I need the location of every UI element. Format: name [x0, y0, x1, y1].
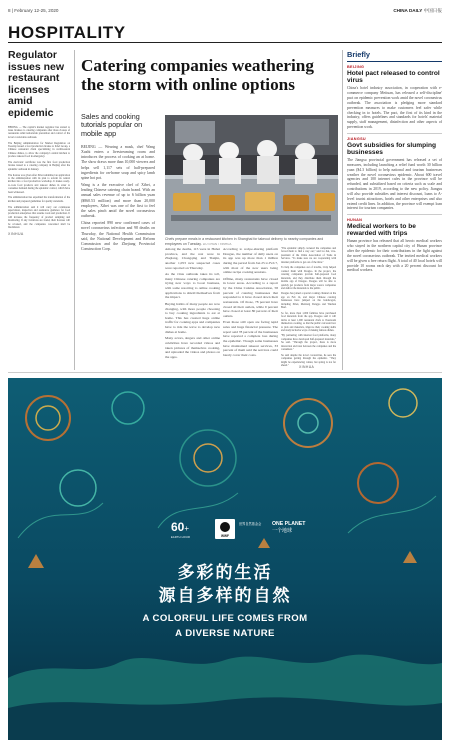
brief-text: The Jiangsu provincial government has released a set of measures, including launching a relief fund worth 30 billion yuan ($4.3 billion) to help national and tourism businesses weather the novel coronavirus epidemic. About 600 travel agencies and 100 internet cafes in the province will be refunded, and subsidized based on criteria such as scale and contributions in 2019, according to the new policy. Jiangsu will also provide subsidies and interest discount, loans to A-level tourist attractions, hotels and other enterprises and also extend credit lines. In addition, the province will exempt loan interest for tourism companies.	[347, 158, 442, 211]
main-story-paragraph: As the virus outbreak takes its toll, many Chinese catering companies are trying new ways to boost business, with some resorting to online cooking applications to shield themselves from the impact.	[165, 272, 220, 300]
section-rule	[8, 42, 442, 43]
briefly-title: Briefly	[347, 50, 442, 62]
main-story-paragraph: Buying habits of many people are now changing, with more people choosing to buy cooking ingredients to eat at home. This has created huge online traffic for cooking apps and companies have to ride the wave to develop new dishes at home.	[165, 301, 220, 334]
wwf-logo	[215, 519, 235, 539]
main-story-intro	[81, 145, 155, 254]
main-story-paragraph: Douguo has joined a special cooking channel on the app on Feb 14, and major Chinese catering businesses have jumped on the bandwagon, including Xibei, Meidong Dongpo and Wushan Beef.	[281, 292, 336, 310]
brief-item	[347, 218, 442, 273]
main-story-paragraph: China reported 890 new confirmed cases of novel coronavirus infection and 98 deaths on Thursday, the National Health Commission said, the National Development and Reform Commission and the Zhejiang Provincial Construction Corp.	[81, 221, 155, 251]
main-story-subhead: Sales and cooking tutorials popular on mobile app	[81, 112, 143, 138]
one-planet-text: ONE PLANET	[272, 521, 306, 527]
brief-separator	[347, 133, 442, 134]
left-story-paragraph: The Beijing Administration for Market Regulation on Tuesday issued a food production license to Kiwi Group, a Chinese restaurant chain specializing in northwestern Chinese dishes, to allow the company's central kitchen to produce takeout food in emergency.	[8, 141, 70, 159]
wwf-label: WWF	[221, 534, 229, 538]
kitchen-photo[interactable]	[165, 115, 338, 235]
main-story-paragraph: BEIJING — Wearing a mask, chef Wang Xuzhi enters a livestreaming room and introduces the process of cooking an at home. The show draws more than 10,000 viewers and helps sell 1,117 sets of half-prepared ingredients for on-home soup and spicy lamb spine hot pot.	[81, 145, 155, 180]
section-title: HOSPITALITY	[8, 23, 126, 42]
brief-separator	[347, 214, 442, 215]
left-story-paragraph: The electronic certificate was the first food production license issued to a catering company in Beijing after the epidemic outbreak in January.	[8, 161, 70, 171]
left-story	[8, 50, 70, 370]
left-story-headline[interactable]: Regulator issues new restaurant licenses amid epidemic	[8, 49, 65, 119]
brief-place: BEIJING	[347, 65, 365, 69]
one-planet-text-cn: 一个地球	[272, 528, 293, 534]
one-planet-logo	[272, 521, 305, 534]
main-story-paragraph: Even those still open are facing tepid sales and huge financial pressure. The report said 78 percent of the businesses have reported a complete loss during the epidemic. Though some businesses have maintained takeout services, 33 percent of them said the services could barely cover their costs.	[223, 320, 279, 357]
publication-title-cn: 中国日报	[423, 8, 442, 13]
ad-slogan-en-line1: A COLORFUL LIFE COMES FROM	[142, 613, 308, 624]
earth-hour-number: 60	[171, 520, 185, 534]
page-header	[8, 6, 442, 16]
wwf-text: 世界自然基金会	[239, 522, 262, 526]
brief-text: China's hotel industry association, in cooperation with e-commerce company Meituan, has released a self-discipline' pact on epidemic prevention work amid the novel coronavirus outbreak. The association is pledging more standard prevention measures to make customers feel safer while checking in to hotels. The pact, the first of its kind in the industry, offers guidelines and standards for hotels' material supply, staff management, disinfection and other aspects of prevention work.	[347, 86, 442, 130]
brief-item	[347, 65, 442, 130]
main-story-paragraph: Su said despite the novel coronavirus, he sees the companies getting through the epidemic. "They might be experiencing winter, but spring is not far ahead."	[281, 353, 336, 368]
earth-hour-label: EARTH HOUR	[171, 536, 191, 539]
briefly-sidebar	[347, 50, 442, 370]
main-story-paragraph: Many actors, singers and other online celebrities have recorded videos and taken pictures of themselves cooking, and uploaded the videos and photos on the apps.	[165, 336, 220, 359]
left-story-paragraph: The license was given after Xibei submitted an application to the administration with its plan to reform its central kitchen into a food production workshop. It makes ready-to-cook food products and takeout dishes in order to consumer demand during the epidemic control, which have been witnessed.	[8, 173, 70, 194]
main-story-paragraph: Offline, many restaurants have closed in lower areas. According to a report by the China Cuisine Association, 58 percent of catering businesses that responded to it have closed down their restaurants. Of those, 78 percent have closed all their outlets, while 9 percent have closed at least 80 percent of their outlets.	[223, 276, 278, 318]
main-story-paragraph: To help the companies out of trouble, Ctrip helped connect them with Douguo. In the project, the catering companies provide half-prepared food materials, and they distribute them through the mobile app of Douguo. Douguo will be able to quickly get products from major source companies and deliver the materials to the public.	[281, 266, 336, 290]
main-story-byline: XINHUA	[299, 365, 315, 369]
photo-caption-text: Chefs prepare meals in a restaurant kitchen in Shanghai for takeout delivery to nearby companies and employees on Tuesday.	[165, 237, 324, 246]
photo-credit: LIU CHAN / XINHUA	[202, 241, 232, 246]
left-story-paragraph: The administration has expedited the transformation of the kitchen and prepared guidelines for quality standards.	[8, 196, 70, 203]
brief-headline[interactable]: Govt subsidies for slumping businesses	[347, 141, 437, 156]
ad-slogan-cn-line2: 源自多样的自然	[158, 586, 292, 606]
ad-slogan-cn-line1: 多彩的生活	[177, 563, 273, 583]
left-story-paragraph: BEIJING — The capital's market regulator has started to issue licenses to catering companies after mass closure of restaurants amid nationwide prevention and control of the novel coronavirus outbreak.	[8, 125, 70, 139]
main-story-paragraph: "The epidemic simply cornered the companies and forced them to find a way out," said Lu Jun, vice-president of the China Association of Trade in Services. "To make sure we are cooperating with internet platforms to get out of the mire."	[281, 247, 336, 264]
publication-title: CHINA DAILY	[393, 8, 423, 13]
earth-hour-logo	[171, 518, 199, 540]
brief-item	[347, 137, 442, 212]
page-info: 8 | February 12-25, 2020	[8, 8, 59, 13]
main-story-paragraph: So far, more than 1,000 families have purchased food materials from the app. Douguo said it will invite at least 1,000 restaurant chefs to livestream themselves cooking, so that the public can learn how to pick and materials, improve their cooking skills and study inclusive ways of making famous dishes.	[281, 311, 336, 332]
column-divider	[342, 50, 343, 370]
main-story-paragraph: Wang is a the executive chef of Xibei, a leading Chinese catering chain brand. With an annual sales revenue of up to 6 billion yuan ($860.53 million) and more than 20,000 employees, Xibei was one of the first to feel the sales pinch amid the novel coronavirus outbreak.	[81, 183, 155, 219]
left-story-paragraph: The administration said it will carry out continuous supervision, inspection and assistance guidance for food production enterprises that resume work and production. It will increase the frequency of product sampling and monitoring. If any violations are found, their licenses will be revoked, and the companies concerned shall be blacklisted.	[8, 205, 70, 230]
main-story-paragraph: According to recipe-sharing platform Douguo, the number of daily users on its app was up more than 1 million during the period from Jan 25 to Feb 7, with most of the new users being online recipe cooking sessions.	[223, 247, 278, 275]
photo-caption	[165, 237, 340, 246]
brief-place: JIANGSU	[347, 136, 366, 141]
main-story-column-1	[165, 247, 220, 361]
left-story-byline: XINHUA	[8, 231, 24, 236]
panda-icon	[220, 522, 230, 532]
brief-headline[interactable]: Medical workers to be rewarded with trips	[347, 222, 416, 238]
column-divider	[74, 50, 75, 370]
brief-place: HUNAN	[347, 217, 363, 222]
ad-slogan-en-line2: A DIVERSE NATURE	[175, 628, 275, 639]
earth-hour-plus: +	[184, 524, 190, 533]
kitchen-photo-illustration	[165, 115, 338, 235]
main-story-headline[interactable]: Catering companies weathering the storm with online options	[81, 56, 314, 94]
brief-text: Hunan province has released that all heroic medical workers who stayed in the northern capital city of Hunan province after the epidemic for their contributions in the fight against the novel coronavirus outbreak. The invited medical workers will be given a free return flight. A total of 40 local hotels will provide 10 rooms each day with a 20 percent discount for medical workers.	[347, 239, 442, 273]
bottom-rule	[8, 372, 442, 373]
brief-headline[interactable]: Hotel pact released to control virus	[347, 70, 440, 85]
main-story-column-2	[223, 247, 278, 359]
main-story-paragraph: "By partnering with internet food platforms, many companies have developed half-prepared materials," Su said. "Through the project, there is more interaction and trust between the companies and the consumers."	[281, 334, 336, 352]
main-story-column-3	[281, 247, 336, 370]
ad-logos	[171, 518, 311, 540]
main-story-paragraph: Among the deaths, 115 were in Hubei province, and the rest were in Zhejiang, Chongqing and Tianjin, another 1,053 new suspected cases were reported on Thursday.	[165, 247, 220, 270]
publication-name	[393, 8, 442, 14]
